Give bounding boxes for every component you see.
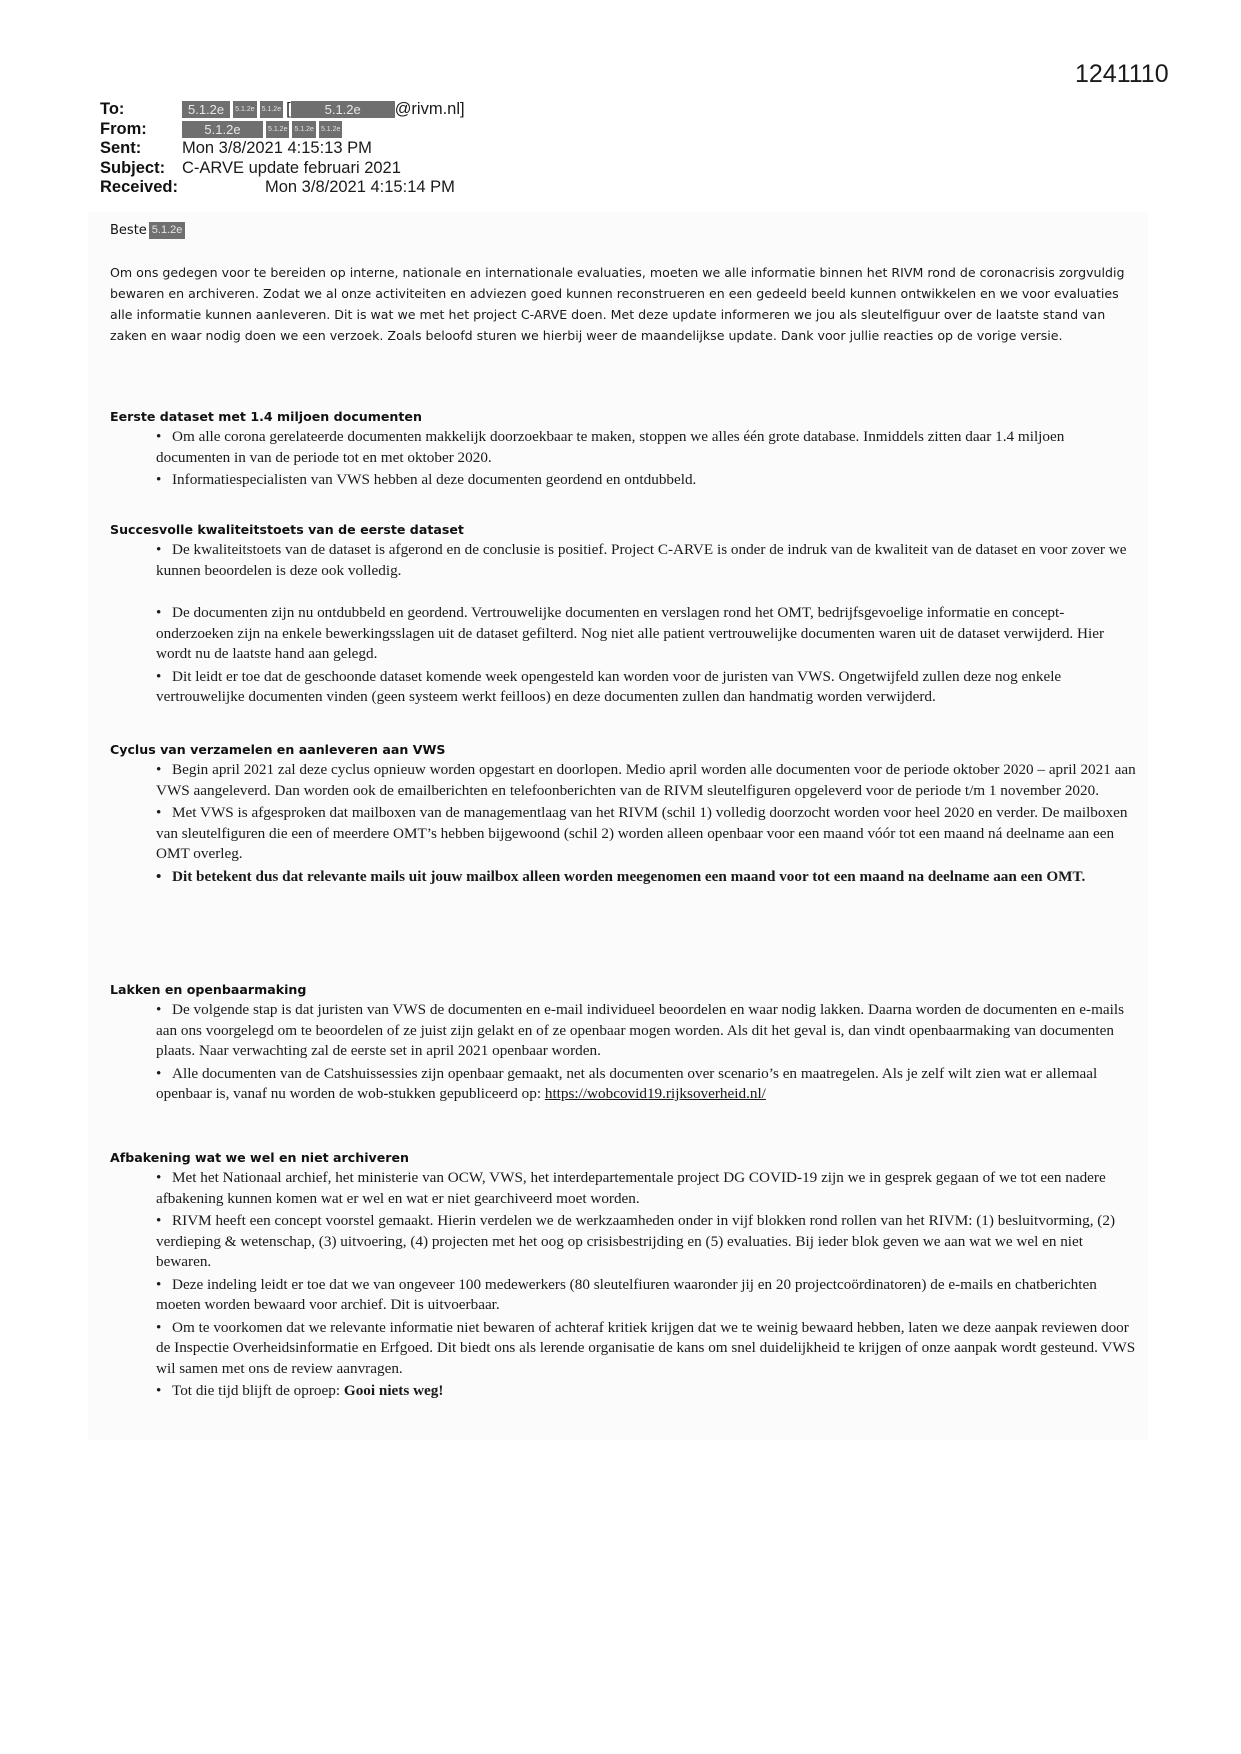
bullet-text: De kwaliteitstoets van de dataset is afgerond en de conclusie is positief. Project C-ARVE is onder de indruk van de kwaliteit van de dataset en voor zover we kunnen beoordelen is deze ook volledig.: [156, 541, 1127, 579]
spacer: [110, 583, 1140, 603]
bullet-icon: •: [156, 1382, 162, 1399]
bullet-icon: •: [156, 428, 162, 445]
wobcovid19-link[interactable]: https://wobcovid19.rijksoverheid.nl/: [544, 1085, 766, 1102]
section-eerste-dataset: [110, 407, 1140, 493]
bullet-icon: •: [156, 1212, 162, 1229]
section-afbakening: [110, 1148, 1140, 1404]
bullet-icon: •: [156, 1064, 162, 1082]
section-lakken: [110, 980, 1140, 1107]
email-header: [100, 100, 465, 198]
subject-value: C-ARVE update februari 2021: [182, 158, 401, 177]
subject-row: [100, 159, 465, 179]
bullet-icon: •: [156, 471, 162, 488]
bullet-item: [110, 603, 1140, 665]
redaction-box: 5.1.2e: [182, 101, 230, 118]
to-bracket: [: [286, 100, 291, 118]
bullet-icon: •: [156, 1318, 162, 1336]
bullet-item-emphasis: [110, 867, 1140, 888]
document-id: 1241110: [1075, 60, 1169, 88]
bullet-icon: •: [156, 667, 162, 685]
bullet-item: [110, 1168, 1140, 1209]
bullet-item: [110, 1381, 1140, 1402]
bullet-item: [110, 1318, 1140, 1380]
bullet-item: [110, 540, 1140, 581]
from-row: [100, 120, 465, 140]
redaction-box: 5.1.2e: [292, 121, 315, 138]
bullet-text: De documenten zijn nu ontdubbeld en geordend. Vertrouwelijke documenten en verslagen rond het OMT, bedrijfsgevoelige informatie en concept-onderzoeken zijn na enkele bewerkingsslagen uit de dataset gefilterd. Nog niet alle patient vertrouwelijke documenten waren uit de dataset verwijderd. Hier wordt nu de laatste hand aan gelegd.: [156, 604, 1105, 662]
section-title: Cyclus van verzamelen en aanleveren aan VWS: [110, 742, 446, 757]
bullet-icon: •: [156, 1001, 162, 1018]
bullet-text: Dit betekent dus dat relevante mails uit jouw mailbox alleen worden meegenomen een maand voor tot een maand na deelname aan een OMT.: [172, 867, 1086, 885]
bullet-text: Alle documenten van de Catshuissessies zijn openbaar gemaakt, net als documenten over scenario’s en maatregelen. Als je zelf wilt zien wat er allemaal openbaar is, vanaf nu worden de wob-stukken gepubliceerd op:: [156, 1064, 1098, 1102]
sent-row: [100, 139, 465, 159]
bullet-text: Tot die tijd blijft de oproep:: [172, 1382, 344, 1399]
bullet-item: [110, 427, 1140, 468]
bullet-text: Deze indeling leidt er toe dat we van ongeveer 100 medewerkers (80 sleutelfiuren waaronder jij en 20 projectcoördinatoren) de e-mails en chatberichten moeten worden bewaard voor archief. Dit is uitvoerbaar.: [156, 1275, 1097, 1313]
to-domain: @rivm.nl]: [394, 100, 465, 118]
received-label: Received:: [100, 178, 178, 196]
bullet-text: Begin april 2021 zal deze cyclus opnieuw worden opgestart en doorlopen. Medio april worden alle documenten voor de periode oktober 2020 – april 2021 aan VWS aangeleverd. Dan worden ook de emailberichten en telefoonberichten van de RIVM sleutelfiguren opgeleverd voor de periode t/m 1 november 2020.: [156, 761, 1136, 799]
redaction-box: 5.1.2e: [291, 101, 395, 118]
bullet-text: De volgende stap is dat juristen van VWS de documenten en e-mail individueel beoordelen en waar nodig lakken. Daarna worden de documenten en e-mails aan ons voorgelegd om te beoordelen of ze juist zijn gelakt en of ze openbaar mogen worden. Als dit het geval is, dan vindt openbaarmaking van documenten plaats. Naar verwachting zal de eerste set in april 2021 openbaar worden.: [156, 1001, 1124, 1059]
bullet-item: [110, 470, 1140, 491]
bullet-item: [110, 760, 1140, 801]
bullet-icon: •: [156, 867, 162, 885]
bullet-text: Met het Nationaal archief, het ministerie van OCW, VWS, het interdepartementale project DG COVID-19 zijn we in gesprek gegaan of we tot een nadere afbakening kunnen komen wat er wel en wat er niet gearchiveerd moet worden.: [156, 1169, 1106, 1207]
bullet-item: [110, 1211, 1140, 1273]
redaction-box: 5.1.2e: [260, 101, 283, 118]
received-value: Mon 3/8/2021 4:15:14 PM: [265, 178, 455, 196]
bullet-icon: •: [156, 804, 162, 821]
section-title: Eerste dataset met 1.4 miljoen documenten: [110, 409, 422, 424]
intro-paragraph: Om ons gedegen voor te bereiden op interne, nationale en internationale evaluaties, moeten we alle informatie binnen het RIVM rond de coronacrisis zorgvuldig bewaren en archiveren. Zodat we al onze activiteiten en adviezen goed kunnen reconstrueren en een gedeeld beeld kunnen ontwikkelen en we voor evaluaties alle informatie kunnen aanleveren. Dit is wat we met het project C-ARVE doen. Met deze update informeren we jou als sleutelfiguur over de laatste stand van zaken en waar nodig doen we een verzoek. Zoals beloofd sturen we hierbij weer de maandelijkse update. Dank voor jullie reacties op de vorige versie.: [110, 265, 1125, 343]
bullet-icon: •: [156, 604, 162, 621]
bullet-icon: •: [156, 761, 162, 778]
bullet-text: Dit leidt er toe dat de geschoonde dataset komende week opengesteld kan worden voor de juristen van VWS. Ongetwijfeld zullen deze nog enkele vertrouwelijke documenten vinden (geen systeem werkt feilloos) en deze documenten zullen dan handmatig worden verwijderd.: [156, 667, 1062, 705]
bullet-text: Informatiespecialisten van VWS hebben al deze documenten geordend en ontdubbeld.: [172, 471, 697, 488]
from-label: From:: [100, 119, 147, 138]
redaction-box: 5.1.2e: [266, 121, 289, 138]
bullet-icon: •: [156, 541, 162, 558]
to-label: To:: [100, 100, 125, 118]
subject-label: Subject:: [100, 158, 166, 177]
sent-value: Mon 3/8/2021 4:15:13 PM: [182, 139, 372, 157]
redaction-box: 5.1.2e: [182, 121, 263, 138]
section-title: Afbakening wat we wel en niet archiveren: [110, 1150, 409, 1165]
closing-call-to-action: Gooi niets weg!: [343, 1382, 444, 1399]
greeting-text: Beste: [110, 223, 147, 238]
redaction-box: 5.1.2e: [233, 101, 256, 118]
to-row: [100, 100, 465, 120]
bullet-text: Om alle corona gerelateerde documenten makkelijk doorzoekbaar te maken, stoppen we alles één grote database. Inmiddels zitten daar 1.4 miljoen documenten in van de periode tot en met oktober 2020.: [156, 428, 1065, 466]
greeting: [110, 222, 188, 239]
bullet-icon: •: [156, 1169, 162, 1186]
bullet-text: Met VWS is afgesproken dat mailboxen van de managementlaag van het RIVM (schil 1) volledig doorzocht worden voor heel 2020 en verder. De mailboxen van sleutelfiguren die een of meerdere OMT’s hebben bijgewoond (schil 2) worden alleen openbaar voor een maand vóór tot een maand ná deelname aan een OMT overleg.: [156, 804, 1128, 862]
bullet-icon: •: [156, 1275, 162, 1293]
sent-label: Sent:: [100, 139, 142, 157]
redaction-box: 5.1.2e: [149, 222, 186, 239]
redaction-box: 5.1.2e: [319, 121, 342, 138]
bullet-text: Om te voorkomen dat we relevante informatie niet bewaren of achteraf kritiek krijgen dat we te weinig bewaard hebben, laten we deze aanpak reviewen door de Inspectie Overheidsinformatie en Erfgoed. Dit biedt ons als lerende organisatie de kans om snel duidelijkheid te krijgen of onze aanpak wordt gesteund. VWS wil samen met ons de review aanvragen.: [156, 1318, 1136, 1377]
bullet-item: [110, 667, 1140, 708]
received-row: [100, 178, 465, 198]
bullet-item: [110, 803, 1140, 865]
section-cyclus: [110, 740, 1140, 889]
section-title: Succesvolle kwaliteitstoets van de eerste dataset: [110, 522, 464, 537]
bullet-item: [110, 1000, 1140, 1062]
bullet-item: [110, 1275, 1140, 1316]
section-kwaliteitstoets: [110, 520, 1140, 710]
bullet-item: [110, 1064, 1140, 1105]
bullet-text: RIVM heeft een concept voorstel gemaakt. Hierin verdelen we de werkzaamheden onder in vijf blokken rond rollen van het RIVM: (1) besluitvorming, (2) verdieping & wetenschap, (3) uitvoering, (4) projecten met het oog op crisisbestrijding en (5) evaluaties. Bij ieder blok geven we aan wat we wel en niet bewaren.: [156, 1212, 1116, 1270]
section-title: Lakken en openbaarmaking: [110, 982, 307, 997]
